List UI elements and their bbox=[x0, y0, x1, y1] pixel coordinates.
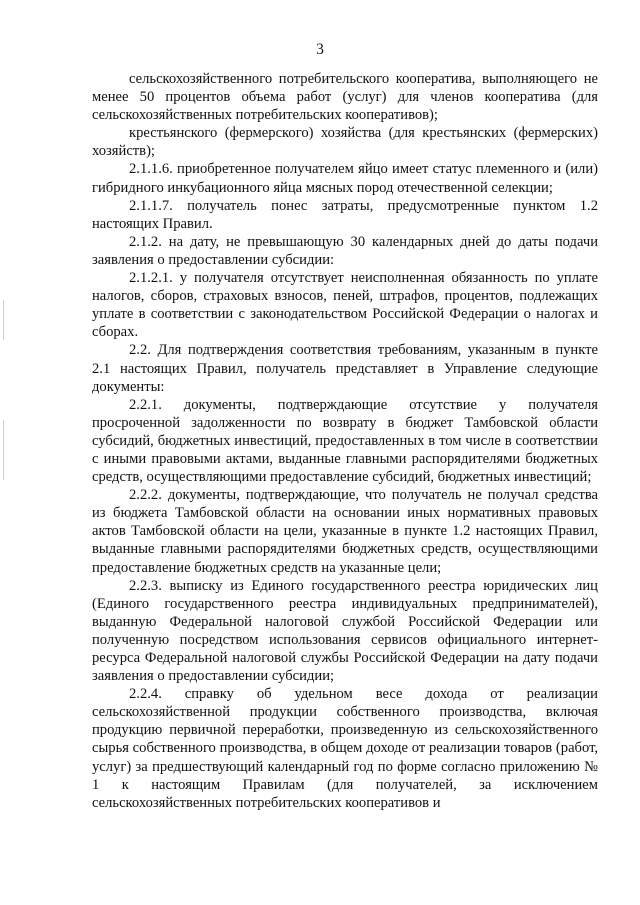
paragraph: крестьянского (фермерского) хозяйства (для крестьянских (фермерских) хозяйств); bbox=[92, 125, 598, 160]
paragraph: сельскохозяйственного потребительского кооператива, выполняющего не менее 50 процентов объема работ (услуг) для членов кооператива (для сельскохозяйственных потребительских кооперативов); bbox=[92, 71, 598, 124]
paragraph: 2.2.2. документы, подтверждающие, что получатель не получал средства из бюджета Тамбовской области на основании иных нормативных правовых актов Тамбовской области на цели, указанные в пункте 1.2 настоящих Правил, выданные главными распорядителями бюджетных средств, осуществляющими предоставление бюджетных средств на указанные цели; bbox=[92, 487, 598, 576]
paragraph: 2.1.1.7. получатель понес затраты, предусмотренные пунктом 1.2 настоящих Правил. bbox=[92, 197, 598, 232]
paragraph: 2.1.2.1. у получателя отсутствует неисполненная обязанность по уплате налогов, сборов, страховых взносов, пеней, штрафов, процентов, подлежащих уплате в соответствии с законодательством Российской Федерации о налогах и сборах. bbox=[92, 270, 598, 341]
paragraph: 2.1.2. на дату, не превышающую 30 календарных дней до даты подачи заявления о предоставлении субсидии: bbox=[92, 233, 598, 268]
paragraph: 2.2.3. выписку из Единого государственного реестра юридических лиц (Единого государственного реестра индивидуальных предпринимателей), выданную Федеральной налоговой службой Российской Федерации или полученную посредством использования сервисов официального интернет-ресурса Федеральной налоговой службы Российской Федерации на дату подачи заявления о предоставлении субсидии; bbox=[92, 577, 598, 685]
paragraph: 2.2.1. документы, подтверждающие отсутствие у получателя просроченной задолженности по возврату в бюджет Тамбовской области субсидий, бюджетных инвестиций, предоставленных в том числе в соответствии с иными правовыми актами, выданные главными распорядителями бюджетных средств, осуществляющими предоставление субсидий, бюджетных инвестиций; bbox=[92, 396, 598, 486]
scan-margin-mark bbox=[3, 420, 4, 480]
paragraph: 2.1.1.6. приобретенное получателем яйцо имеет статус племенного и (или) гибридного инкубационного яйца мясных пород отечественной селекции; bbox=[92, 161, 598, 196]
page-number: 3 bbox=[316, 41, 324, 58]
paragraph: 2.2.4. справку об удельном весе дохода от реализации сельскохозяйственной продукции собственного производства, включая продукцию первичной переработки, произведенную из сельскохозяйственного сырья собственного производства, в общем доходе от реализации товаров (работ, услуг) за предшествующий календарный год по форме согласно приложению № 1 к настоящим Правилам (для получателей, за исключением сельскохозяйственных потребительских кооперативов и bbox=[92, 686, 598, 811]
scan-margin-mark bbox=[3, 300, 4, 340]
paragraph: 2.2. Для подтверждения соответствия требованиям, указанным в пункте 2.1 настоящих Правил, получатель представляет в Управление следующие документы: bbox=[92, 342, 598, 395]
document-body bbox=[92, 70, 598, 812]
